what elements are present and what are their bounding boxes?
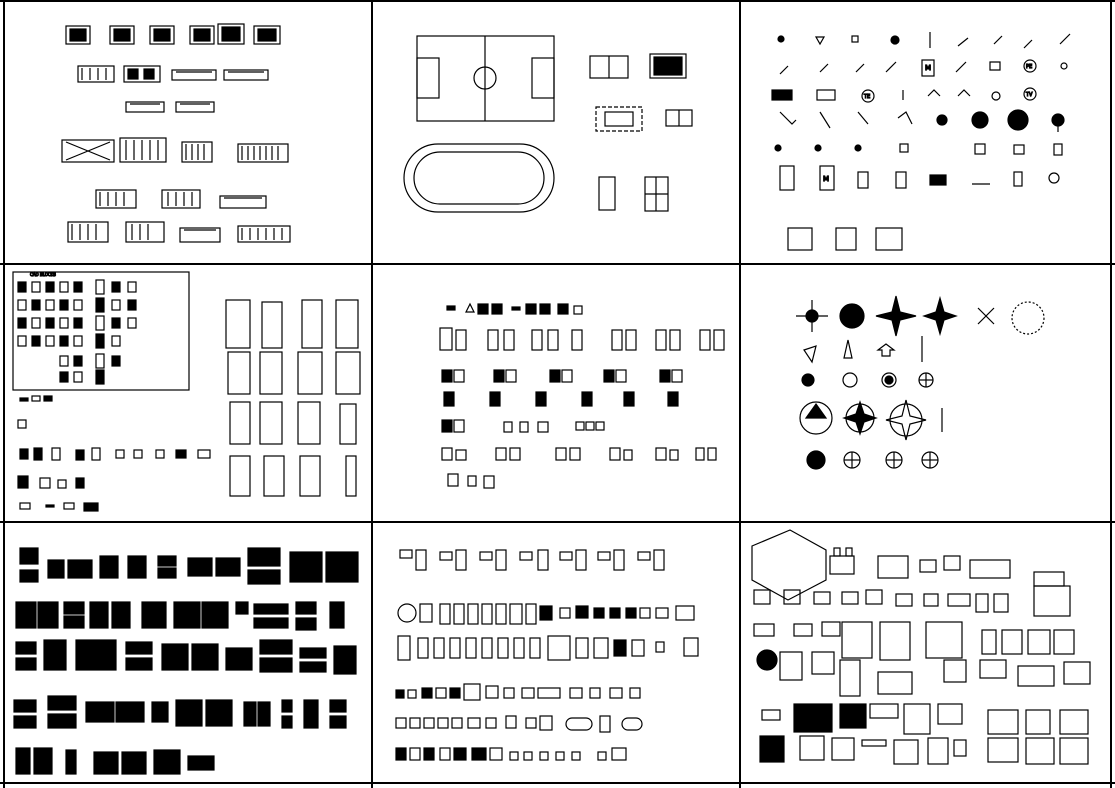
sanitary-legend-panel bbox=[13, 272, 210, 511]
electrical-label-m: M bbox=[925, 64, 932, 72]
windows-row-1 bbox=[20, 548, 358, 584]
railing-row-6 bbox=[68, 222, 290, 242]
electrical-label-tv: TV bbox=[1026, 92, 1033, 98]
electrical-label-m2: M bbox=[823, 175, 830, 183]
bathroom-fixtures-panel bbox=[396, 550, 698, 760]
windows-row-5 bbox=[16, 748, 214, 774]
electrical-label-te: TE bbox=[864, 94, 871, 100]
sports-panel bbox=[404, 36, 692, 212]
windows-panel bbox=[14, 548, 358, 774]
windows-row-4 bbox=[14, 696, 346, 728]
railing-row-3 bbox=[126, 102, 214, 112]
electrical-panel bbox=[772, 32, 1070, 250]
railing-row-5 bbox=[96, 190, 266, 208]
table-block bbox=[596, 107, 642, 131]
small-court-1 bbox=[590, 56, 628, 78]
bench-block bbox=[666, 110, 692, 126]
furniture-blocks-panel bbox=[440, 304, 724, 488]
compass-roses-panel bbox=[796, 296, 1044, 469]
legend-label: CAD BLOCKS bbox=[30, 272, 56, 277]
railings-panel bbox=[62, 24, 290, 242]
windows-row-2 bbox=[16, 602, 344, 630]
soccer-field bbox=[417, 36, 554, 121]
sanitary-fixtures bbox=[226, 300, 360, 496]
railing-row-4 bbox=[62, 138, 288, 162]
interior-furniture-panel bbox=[752, 530, 1090, 764]
legend-grid bbox=[18, 280, 136, 384]
small-court-2 bbox=[650, 54, 686, 78]
windows-row-3 bbox=[16, 640, 356, 674]
electrical-label-pe: PE bbox=[1026, 64, 1033, 70]
window-block bbox=[645, 177, 668, 211]
railing-row-1 bbox=[66, 24, 280, 44]
door-block bbox=[599, 177, 615, 210]
railing-row-2 bbox=[78, 66, 268, 82]
running-track bbox=[404, 144, 554, 212]
